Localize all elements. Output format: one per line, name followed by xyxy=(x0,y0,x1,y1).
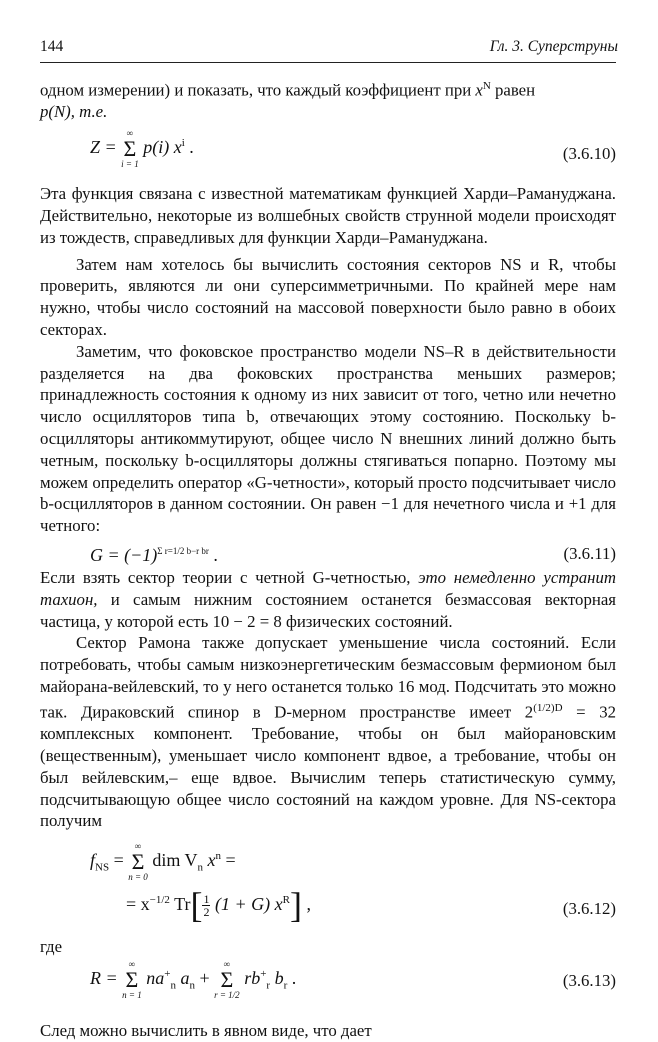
eq3-f: f xyxy=(90,850,96,871)
eq4-term2-sub: r xyxy=(266,979,271,992)
equation-number: (3.6.10) xyxy=(562,144,616,164)
eq2-lhs: G = (−1) xyxy=(90,544,158,565)
eq4-lower1: n = 1 xyxy=(122,989,142,1000)
paragraph-1-rest: равен xyxy=(495,80,536,100)
paragraph-5-a: Если взять сектор теории с четной G-четностью, xyxy=(40,567,411,587)
eq4-term2b: b xyxy=(274,968,284,989)
paragraph-5-emphasis: это немедленно устранит тахион, xyxy=(40,567,617,609)
eq4-term2: rb xyxy=(244,968,261,989)
eq1-upper: ∞ xyxy=(126,128,134,139)
header-rule xyxy=(40,62,616,63)
eq1-body: p(i) x xyxy=(143,137,182,158)
eq4-term1-sub: n xyxy=(170,979,176,992)
paragraph-1 xyxy=(40,76,616,123)
paragraph-1-var: x xyxy=(475,80,483,100)
fraction-denominator: 2 xyxy=(203,905,210,920)
sum-symbol: ∞ Σ r = 1/2 xyxy=(214,958,240,1000)
paragraph-6 xyxy=(40,632,616,832)
paragraph-4: Заметим, что фоковское пространство модели NS–R в действительности разделяется на два фоковских пространства меньших размеров; принадлежность состояния к одному из них зависит от того, четно или нечетно число осцилляторов типа b, отвечающих этому состоянию. Поскольку b-осцилляторы антикоммутируют, общее число N внешних линий должно быть четным, поскольку b-осцилляторы должны стягиваться попарно. Поэтому мы можем определить оператор «G-четности», который просто подсчитывает число b-осцилляторов в данном состоянии. Он равен −1 для нечетного числа и +1 для четного: xyxy=(40,341,616,536)
fraction xyxy=(202,893,210,918)
equation-3-6-10 xyxy=(40,123,616,183)
page-number: 144 xyxy=(40,38,64,55)
eq3-x: x xyxy=(207,850,216,871)
paragraph-6-exp: (1/2)D xyxy=(533,701,563,714)
paragraph-3: Затем нам хотелось бы вычислить состояния секторов NS и R, чтобы проверить, являются ли они суперсимметричными. По крайней мере нам нужно, чтобы число состояний на массовой поверхности было равно в обоих секторах. xyxy=(40,254,616,339)
eq2-exp: Σ r=1/2 b−r br xyxy=(157,545,209,556)
equation-number: (3.6.11) xyxy=(563,543,616,563)
eq3-trace: Tr xyxy=(174,894,191,915)
eq4-plus: + xyxy=(199,968,210,989)
eq4-lower2: r = 1/2 xyxy=(214,989,240,1000)
eq4-term2b-sub: r xyxy=(283,979,288,992)
equation-3-6-13 xyxy=(40,958,616,1014)
page-header xyxy=(40,38,618,62)
equation-number: (3.6.13) xyxy=(562,970,616,990)
eq3-line2-exp: −1/2 xyxy=(149,894,170,907)
equation-number: (3.6.12) xyxy=(562,899,616,919)
eq3-dim: dim V xyxy=(152,850,198,871)
eq3-lower: n = 0 xyxy=(128,872,148,883)
paragraph-2: Эта функция связана с известной математикам функцией Харди–Рамануджана. Действительно, некоторые из волшебных свойств струнной модели происходят из тождеств, справедливых для функции Харди–Рамануджана. xyxy=(40,184,616,247)
paragraph-5 xyxy=(40,567,616,632)
eq1-tail: . xyxy=(189,137,194,158)
eq3-line2-lead: = x xyxy=(126,894,150,915)
paragraph-6-base: 2 xyxy=(524,702,534,722)
eq1-lower: i = 1 xyxy=(121,159,139,170)
paragraph-1-line2: p(N), т.е. xyxy=(40,102,108,122)
eq3-dim-sub: n xyxy=(197,861,203,874)
eq4-lhs: R = xyxy=(90,968,118,989)
eq4-term1-sup: + xyxy=(164,968,171,981)
chapter-title: Гл. 3. Суперструны xyxy=(489,38,618,55)
paragraph-where: где xyxy=(40,937,63,957)
eq1-lhs: Z = xyxy=(90,137,117,158)
sum-symbol: ∞ Σ i = 1 xyxy=(121,128,139,170)
paragraph-1-text: одном измерении) и показать, что каждый коэффициент при xyxy=(40,80,472,100)
paragraph-5-b: и самым нижним состоянием останется безмассовая векторная частица, у которой есть 10 − 2 = 8 физических состояний. xyxy=(40,589,616,631)
eq3-inner-exp: R xyxy=(282,894,290,907)
eq3-upper: ∞ xyxy=(134,841,142,852)
eq4-term1: na xyxy=(146,968,165,989)
eq4-upper1: ∞ xyxy=(128,958,136,969)
equation-3-6-12: $f_{NS}$ = ∞ Σ n = 0 dim $V_n$ $x^n$ = = $x^{-1/2}$ Tr[ $\frac{1}{2}$ (1 + G) $x^R$] , (3.6.12) xyxy=(90,841,616,926)
eq4-term1b: a xyxy=(180,968,190,989)
eq4-upper2: ∞ xyxy=(223,958,231,969)
equation-3-6-11 xyxy=(40,537,616,567)
page-body xyxy=(40,76,616,1042)
eq1-exp: i xyxy=(181,137,185,150)
paragraph-6-a: Сектор Рамона также допускает уменьшение числа состояний. Если потребовать, чтобы самым низкоэнергетическим безмассовым фермионом был майорана-вейлевский, то у него останется только 16 мод. Подсчитать это можно так. Дираковский спинор в D-мерном пространстве имеет xyxy=(40,633,616,722)
eq3-x-exp: n xyxy=(215,850,221,863)
paragraph-last: След можно вычислить в явном виде, что дает xyxy=(40,1020,372,1040)
eq3-tail: , xyxy=(306,894,311,915)
eq4-tail: . xyxy=(291,968,297,989)
eq3-f-sub: NS xyxy=(95,861,110,874)
fraction-numerator: 1 xyxy=(203,892,210,907)
eq3-inner: (1 + G) x xyxy=(214,894,283,915)
eq4-term1b-sub: n xyxy=(189,979,195,992)
paragraph-6-b: = 32 комплексных компонент. Требование, чтобы он был майорановским (вещественным), уменьшает число компонент вдвое, а требование, чтобы он был вейлевским,– еще вдвое. Вычислим теперь статистическую сумму, подсчитывающую общее число состояний на каждом уровне. Для NS-сектора получим xyxy=(40,702,616,831)
sum-symbol: ∞ Σ n = 1 xyxy=(122,958,142,1000)
sum-symbol: ∞ Σ n = 0 xyxy=(128,841,148,883)
eq3-trail: = xyxy=(225,850,236,871)
paragraph-1-sup: N xyxy=(482,80,491,92)
eq4-term2-sup: + xyxy=(260,968,267,981)
eq2-tail: . xyxy=(213,544,218,565)
eq3-eq: = xyxy=(113,850,124,871)
